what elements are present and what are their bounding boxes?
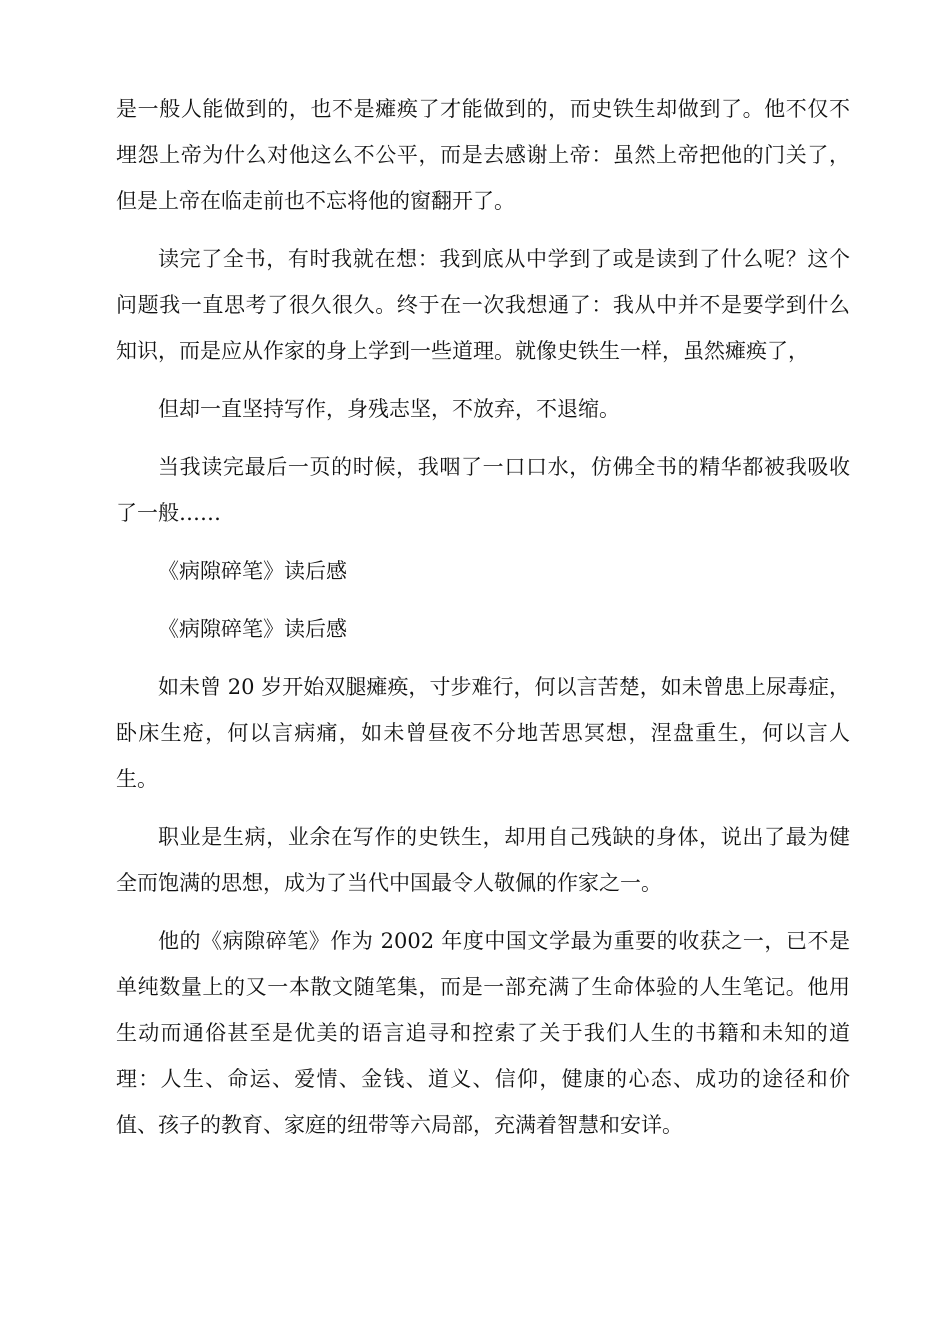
section-title-1: 《病隙碎笔》读后感 [158,559,347,583]
paragraph-3: 但却一直坚持写作，身残志坚，不放弃，不退缩。 [158,397,620,421]
section-title-2: 《病隙碎笔》读后感 [158,617,347,641]
paragraph-6: 职业是生病，业余在写作的史铁生，却用自己残缺的身体，说出了最为健全而饱满的思想，成为了当代中国最令人敬佩的作家之一。 [116,825,850,895]
document-page [116,86,850,1160]
paragraph-7: 他的《病隙碎笔》作为 2002 年度中国文学最为重要的收获之一，已不是单纯数量上的又一本散文随笔集，而是一部充满了生命体验的人生笔记。他用生动而通俗甚至是优美的语言追寻和控索了关于我们人生的书籍和未知的道理：人生、命运、爱情、金钱、道义、信仰，健康的心态、成功的途径和价值、孩子的教育、家庭的纽带等六局部，充满着智慧和安详。 [116,929,850,1137]
paragraph-5: 如未曾 20 岁开始双腿瘫痪，寸步难行，何以言苦楚，如未曾患上尿毒症，卧床生疮，何以言病痛，如未曾昼夜不分地苦思冥想，涅盘重生，何以言人生。 [116,675,850,791]
paragraph-1: 是一般人能做到的，也不是瘫痪了才能做到的，而史铁生却做到了。他不仅不埋怨上帝为什么对他这么不公平，而是去感谢上帝：虽然上帝把他的门关了，但是上帝在临走前也不忘将他的窗翻开了。 [116,97,850,213]
paragraph-2: 读完了全书，有时我就在想：我到底从中学到了或是读到了什么呢？这个问题我一直思考了很久很久。终于在一次我想通了：我从中并不是要学到什么知识，而是应从作家的身上学到一些道理。就像史铁生一样，虽然瘫痪了， [116,247,850,363]
paragraph-4: 当我读完最后一页的时候，我咽了一口口水，仿佛全书的精华都被我吸收了一般…… [116,455,850,525]
